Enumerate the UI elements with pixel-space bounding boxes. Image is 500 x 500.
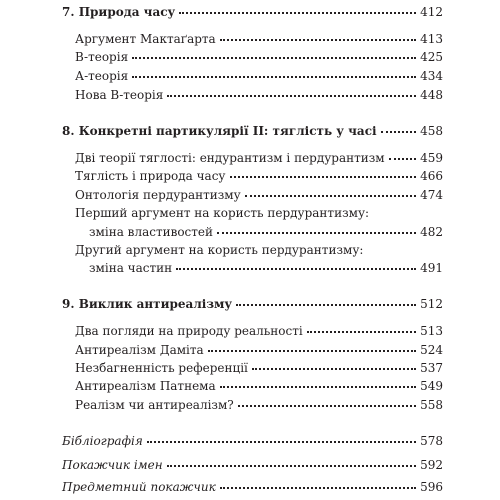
dot-leader xyxy=(245,195,416,197)
section-title: Аргумент Мактаґарта xyxy=(75,32,216,46)
dot-leader xyxy=(381,131,417,133)
toc-bibliography[interactable] xyxy=(0,431,500,451)
page-number: 537 xyxy=(420,361,443,375)
toc-section[interactable] xyxy=(0,340,500,360)
section-title: зміна властивостей xyxy=(89,225,214,239)
toc-section[interactable] xyxy=(0,395,500,415)
toc-section[interactable] xyxy=(0,185,500,205)
page-number: 482 xyxy=(420,225,443,239)
toc-chapter-9[interactable] xyxy=(0,294,500,314)
toc-section[interactable] xyxy=(0,29,500,49)
back-matter-title: Покажчик імен xyxy=(62,458,163,472)
section-title: Тяглість і природа часу xyxy=(75,169,226,183)
toc-section-line1 xyxy=(0,240,500,260)
dot-leader xyxy=(147,441,416,443)
dot-leader xyxy=(230,176,417,178)
page-number: 524 xyxy=(420,343,443,357)
dot-leader xyxy=(167,465,416,467)
page-number: 434 xyxy=(420,69,443,83)
page-number: 513 xyxy=(420,324,443,338)
page-number: 592 xyxy=(420,458,443,472)
toc-chapter-8[interactable] xyxy=(0,121,500,141)
dot-leader xyxy=(167,95,416,97)
page-number: 466 xyxy=(420,169,443,183)
page-number: 413 xyxy=(420,32,443,46)
page-number: 578 xyxy=(420,434,443,448)
back-matter-title: Предметний покажчик xyxy=(62,480,216,494)
chapter-title: 8. Конкретні партикулярії II: тяглість у часі xyxy=(62,124,377,138)
toc-section[interactable] xyxy=(0,166,500,186)
page-number: 459 xyxy=(420,151,443,165)
toc-section[interactable] xyxy=(0,358,500,378)
dot-leader xyxy=(132,57,416,59)
toc-name-index[interactable] xyxy=(0,455,500,475)
chapter-title: 9. Виклик антиреалізму xyxy=(62,297,233,311)
section-title: Два погляди на природу реальності xyxy=(75,324,303,338)
toc-section[interactable] xyxy=(0,321,500,341)
section-title: зміна частин xyxy=(89,261,173,275)
dot-leader xyxy=(179,12,416,14)
dot-leader xyxy=(132,76,416,78)
page-number: 412 xyxy=(420,5,443,19)
page-number: 448 xyxy=(420,88,443,102)
toc-section[interactable] xyxy=(0,148,500,168)
dot-leader xyxy=(238,405,416,407)
toc-section[interactable] xyxy=(0,376,500,396)
page-number: 558 xyxy=(420,398,443,412)
chapter-title: 7. Природа часу xyxy=(62,5,176,19)
section-title-line1: Перший аргумент на користь пердурантизму: xyxy=(75,206,370,220)
section-title: Антиреалізм Патнема xyxy=(75,379,216,393)
toc-section-line1 xyxy=(0,203,500,223)
section-title: Реалізм чи антиреалізм? xyxy=(75,398,234,412)
dot-leader xyxy=(252,368,416,370)
toc-section[interactable] xyxy=(0,47,500,67)
section-title: Антиреалізм Даміта xyxy=(75,343,204,357)
section-title: Незбагненність референції xyxy=(75,361,248,375)
toc-subject-index[interactable] xyxy=(0,477,500,497)
page-number: 425 xyxy=(420,50,443,64)
dot-leader xyxy=(220,386,416,388)
dot-leader xyxy=(176,268,416,270)
page-number: 512 xyxy=(420,297,443,311)
back-matter-title: Бібліографія xyxy=(62,434,143,448)
dot-leader xyxy=(389,158,416,160)
dot-leader xyxy=(307,331,416,333)
toc-section[interactable] xyxy=(0,222,500,242)
dot-leader xyxy=(220,39,416,41)
toc-chapter-7[interactable] xyxy=(0,2,500,22)
page-number: 549 xyxy=(420,379,443,393)
section-title: Онтологія пердурантизму xyxy=(75,188,241,202)
page-number: 458 xyxy=(420,124,443,138)
page-number: 474 xyxy=(420,188,443,202)
section-title: Дві теорії тяглості: ендурантизм і пердурантизм xyxy=(75,151,385,165)
dot-leader xyxy=(236,304,416,306)
toc-section[interactable] xyxy=(0,85,500,105)
section-title: Нова В-теорія xyxy=(75,88,164,102)
dot-leader xyxy=(220,487,416,489)
toc-section[interactable] xyxy=(0,258,500,278)
dot-leader xyxy=(208,350,416,352)
section-title: B-теорія xyxy=(75,50,129,64)
dot-leader xyxy=(217,232,416,234)
page-number: 491 xyxy=(420,261,443,275)
section-title: А-теорія xyxy=(75,69,129,83)
toc-section[interactable] xyxy=(0,66,500,86)
section-title-line1: Другий аргумент на користь пердурантизму: xyxy=(75,243,364,257)
page-number: 596 xyxy=(420,480,443,494)
